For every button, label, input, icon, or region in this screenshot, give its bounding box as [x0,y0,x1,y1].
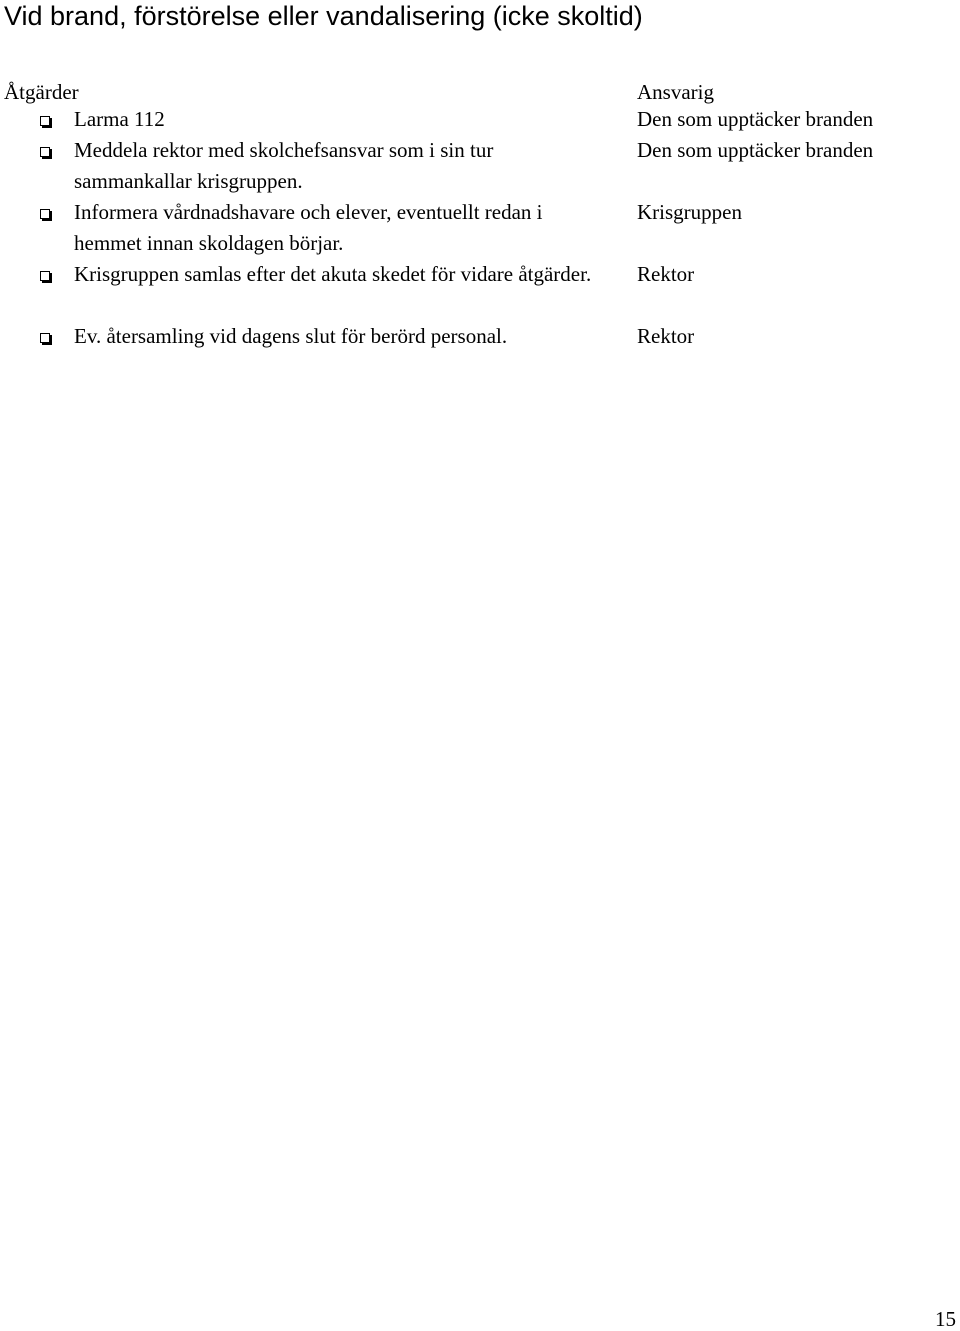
responsible-column-header: Ansvarig [637,80,714,104]
responsible-text: Krisgruppen [637,200,742,224]
action-text: Ev. återsamling vid dagens slut för berörd personal. [74,324,508,348]
responsible-text: Rektor [637,262,695,286]
checkbox-bullet-icon [40,116,50,126]
actions-column-header: Åtgärder [4,80,79,104]
checkbox-bullet-icon [40,209,50,219]
responsible-text: Den som upptäcker branden [637,138,874,162]
action-text: Krisgruppen samlas efter det akuta skedet för vidare åtgärder. [74,262,592,286]
page-title: Vid brand, förstörelse eller vandalisering (icke skoltid) [4,1,643,31]
action-text: Informera vårdnadshavare och elever, eventuellt redan i hemmet innan skoldagen börjar. [74,200,543,255]
action-text: Larma 112 [74,107,165,131]
checkbox-bullet-icon [40,147,50,157]
responsible-text: Rektor [637,324,695,348]
checkbox-bullet-icon [40,271,50,281]
action-text: Meddela rektor med skolchefsansvar som i sin tur sammankallar krisgruppen. [74,138,494,193]
page-number: 15 [935,1307,956,1331]
checkbox-bullet-icon [40,333,50,343]
responsible-text: Den som upptäcker branden [637,107,874,131]
